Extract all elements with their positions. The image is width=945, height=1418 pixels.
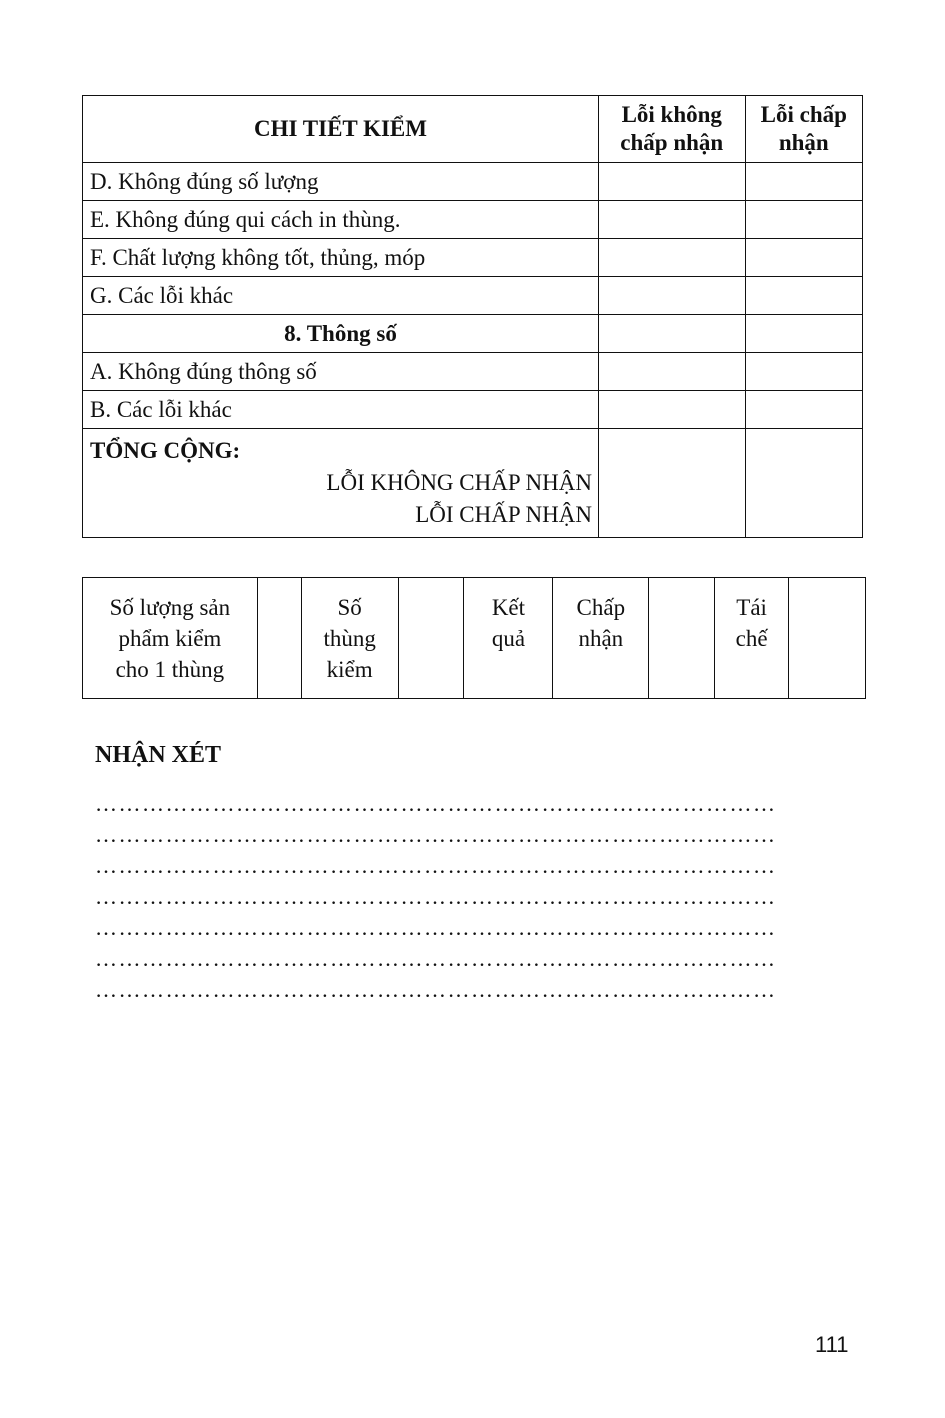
qty-line: Số lượng sản [109,595,231,620]
boxes-line: kiểm [326,657,373,682]
result-label [464,578,553,699]
table-row [83,277,863,315]
row-label: B. Các lỗi khác [83,391,599,429]
table-row [83,391,863,429]
row-label: A. Không đúng thông số [83,353,599,391]
boxes-line: thùng [323,626,376,651]
table-row [83,163,863,201]
notes-title: NHẬN XÉT [95,742,222,768]
notes-line[interactable]: …………………………………………………………………………… [95,884,777,909]
table-row [83,239,863,277]
acceptable-cell[interactable] [745,201,862,239]
result-line: quả [491,626,526,651]
boxes-inspected-label [301,578,398,699]
page-number: 111 [815,1332,849,1357]
boxes-inspected-value[interactable] [398,578,464,699]
unacceptable-cell[interactable] [598,239,745,277]
total-acceptable-cell[interactable] [745,429,862,538]
unacceptable-header-line1: Lỗi không [621,102,722,127]
acceptable-header-line2: nhận [778,130,829,155]
acceptable-cell[interactable] [745,277,862,315]
summary-row [83,578,866,699]
row-label: D. Không đúng số lượng [83,163,599,201]
qty-line: cho 1 thùng [115,657,225,682]
section-heading: 8. Thông số [83,315,599,353]
unacceptable-cell[interactable] [598,315,745,353]
unacceptable-cell[interactable] [598,277,745,315]
total-acceptable-label: LỖI CHẤP NHẬN [415,502,592,527]
total-unacceptable-cell[interactable] [598,429,745,538]
rework-line: Tái [736,595,767,620]
unacceptable-cell[interactable] [598,163,745,201]
qty-per-box-value[interactable] [257,578,301,699]
qty-per-box-label [83,578,258,699]
accept-label [553,578,649,699]
detail-header-label: CHI TIẾT KIỂM [254,116,427,141]
rework-label [715,578,789,699]
unacceptable-cell[interactable] [598,353,745,391]
qty-line: phẩm kiểm [118,626,222,651]
unacceptable-cell[interactable] [598,201,745,239]
unacceptable-cell[interactable] [598,391,745,429]
rework-value[interactable] [789,578,866,699]
accept-line: Chấp [576,595,626,620]
acceptable-cell[interactable] [745,163,862,201]
total-row [83,429,863,538]
boxes-line: Số [337,595,362,620]
accept-line: nhận [578,626,624,651]
unacceptable-header [598,96,745,163]
total-cell [83,429,599,538]
row-label: F. Chất lượng không tốt, thủng, móp [83,239,599,277]
table-row [83,201,863,239]
notes-line[interactable]: …………………………………………………………………………… [95,822,777,847]
acceptable-cell[interactable] [745,315,862,353]
notes-line[interactable]: …………………………………………………………………………… [95,946,777,971]
notes-line[interactable]: …………………………………………………………………………… [95,791,777,816]
rework-line: chế [735,626,768,651]
accept-value[interactable] [649,578,715,699]
row-label: E. Không đúng qui cách in thùng. [83,201,599,239]
acceptable-cell[interactable] [745,353,862,391]
detail-header [83,96,599,163]
total-heading: TỔNG CỘNG: [90,438,241,463]
acceptable-cell[interactable] [745,239,862,277]
row-label: G. Các lỗi khác [83,277,599,315]
notes-line[interactable]: …………………………………………………………………………… [95,853,777,878]
unacceptable-header-line2: chấp nhận [620,130,724,155]
summary-table [82,577,866,699]
acceptable-header-line1: Lỗi chấp [760,102,847,127]
section-row [83,315,863,353]
result-line: Kết [491,595,526,620]
notes-line[interactable]: …………………………………………………………………………… [95,977,777,1002]
table-header-row [83,96,863,163]
notes-line[interactable]: …………………………………………………………………………… [95,915,777,940]
inspection-table [82,95,863,538]
acceptable-header [745,96,862,163]
table-row [83,353,863,391]
total-unacceptable-label: LỖI KHÔNG CHẤP NHẬN [326,470,592,495]
acceptable-cell[interactable] [745,391,862,429]
